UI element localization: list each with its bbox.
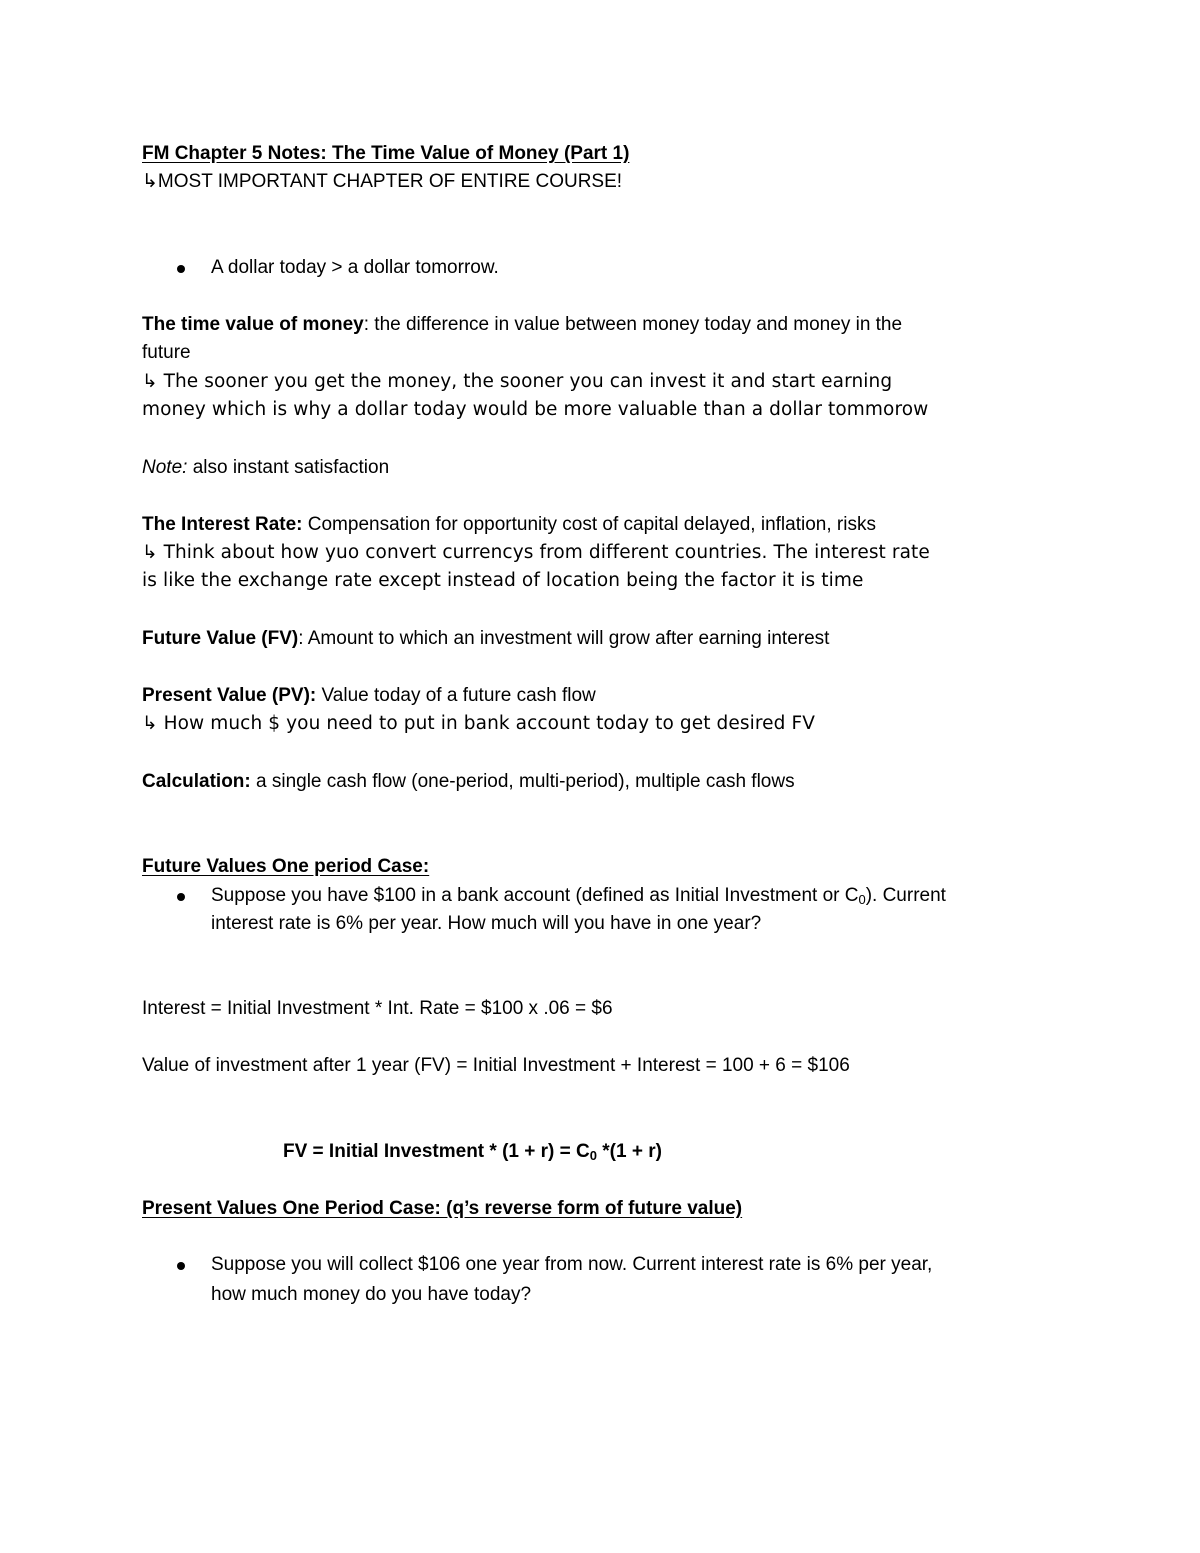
pv-def: Value today of a future cash flow bbox=[316, 685, 596, 706]
note-label: Note: bbox=[142, 457, 188, 478]
tvm-arrow-2: money which is why a dollar today would be more valuable than a dollar tommorow bbox=[142, 399, 929, 420]
formula-part-a: FV = Initial Investment * (1 + r) = C bbox=[283, 1141, 590, 1162]
tvm-arrow-1: ↳ The sooner you get the money, the sooner you can invest it and start earning bbox=[142, 371, 893, 392]
fv-one-text-b: ). Current bbox=[865, 885, 946, 906]
fv-one-bullet-2: interest rate is 6% per year. How much will you have in one year? bbox=[211, 913, 762, 934]
calc-term: Calculation: bbox=[142, 771, 251, 792]
fv-one-text-a: Suppose you have $100 in a bank account (defined as Initial Investment or C bbox=[211, 885, 859, 906]
interest-definition bbox=[142, 511, 876, 539]
bullet-dollar: A dollar today > a dollar tomorrow. bbox=[211, 257, 499, 278]
tvm-definition bbox=[142, 311, 902, 339]
bullet-icon bbox=[177, 1262, 185, 1270]
pv-one-heading: Present Values One Period Case: (q’s reverse form of future value) bbox=[142, 1198, 743, 1219]
formula-part-b: *(1 + r) bbox=[596, 1141, 662, 1162]
subtitle: ↳MOST IMPORTANT CHAPTER OF ENTIRE COURSE! bbox=[142, 171, 623, 192]
subscript-zero: 0 bbox=[858, 892, 866, 907]
pv-term: Present Value (PV): bbox=[142, 685, 317, 706]
fv-formula bbox=[283, 1138, 662, 1166]
pv-definition bbox=[142, 682, 596, 710]
page-title: FM Chapter 5 Notes: The Time Value of Money (Part 1) bbox=[142, 143, 630, 164]
calc-definition bbox=[142, 768, 795, 796]
bullet-icon bbox=[177, 265, 185, 273]
fv-one-heading: Future Values One period Case: bbox=[142, 856, 430, 877]
note-text: also instant satisfaction bbox=[187, 457, 390, 478]
pv-one-bullet-2: how much money do you have today? bbox=[211, 1284, 532, 1305]
interest-term: The Interest Rate: bbox=[142, 514, 303, 535]
tvm-def-1: : the difference in value between money today and money in the bbox=[363, 314, 903, 335]
interest-arrow-2: is like the exchange rate except instead of location being the factor it is time bbox=[142, 570, 864, 591]
interest-equation: Interest = Initial Investment * Int. Rate = $100 x .06 = $6 bbox=[142, 998, 613, 1019]
subscript-zero: 0 bbox=[589, 1148, 597, 1163]
tvm-term: The time value of money bbox=[142, 314, 364, 335]
fv-term: Future Value (FV) bbox=[142, 628, 299, 649]
tvm-def-2: future bbox=[142, 342, 191, 363]
pv-arrow: ↳ How much $ you need to put in bank account today to get desired FV bbox=[142, 713, 815, 734]
note bbox=[142, 454, 389, 482]
fv-one-bullet-1 bbox=[211, 882, 946, 910]
interest-arrow-1: ↳ Think about how yuo convert currencys from different countries. The interest rate bbox=[142, 542, 930, 563]
interest-def: Compensation for opportunity cost of capital delayed, inflation, risks bbox=[302, 514, 876, 535]
pv-one-bullet-1: Suppose you will collect $106 one year from now. Current interest rate is 6% per year, bbox=[211, 1254, 933, 1275]
calc-def: a single cash flow (one-period, multi-period), multiple cash flows bbox=[250, 771, 795, 792]
bullet-icon bbox=[177, 893, 185, 901]
value-equation: Value of investment after 1 year (FV) = Initial Investment + Interest = 100 + 6 = $106 bbox=[142, 1055, 850, 1076]
fv-definition bbox=[142, 625, 829, 653]
fv-def: : Amount to which an investment will grow after earning interest bbox=[298, 628, 830, 649]
